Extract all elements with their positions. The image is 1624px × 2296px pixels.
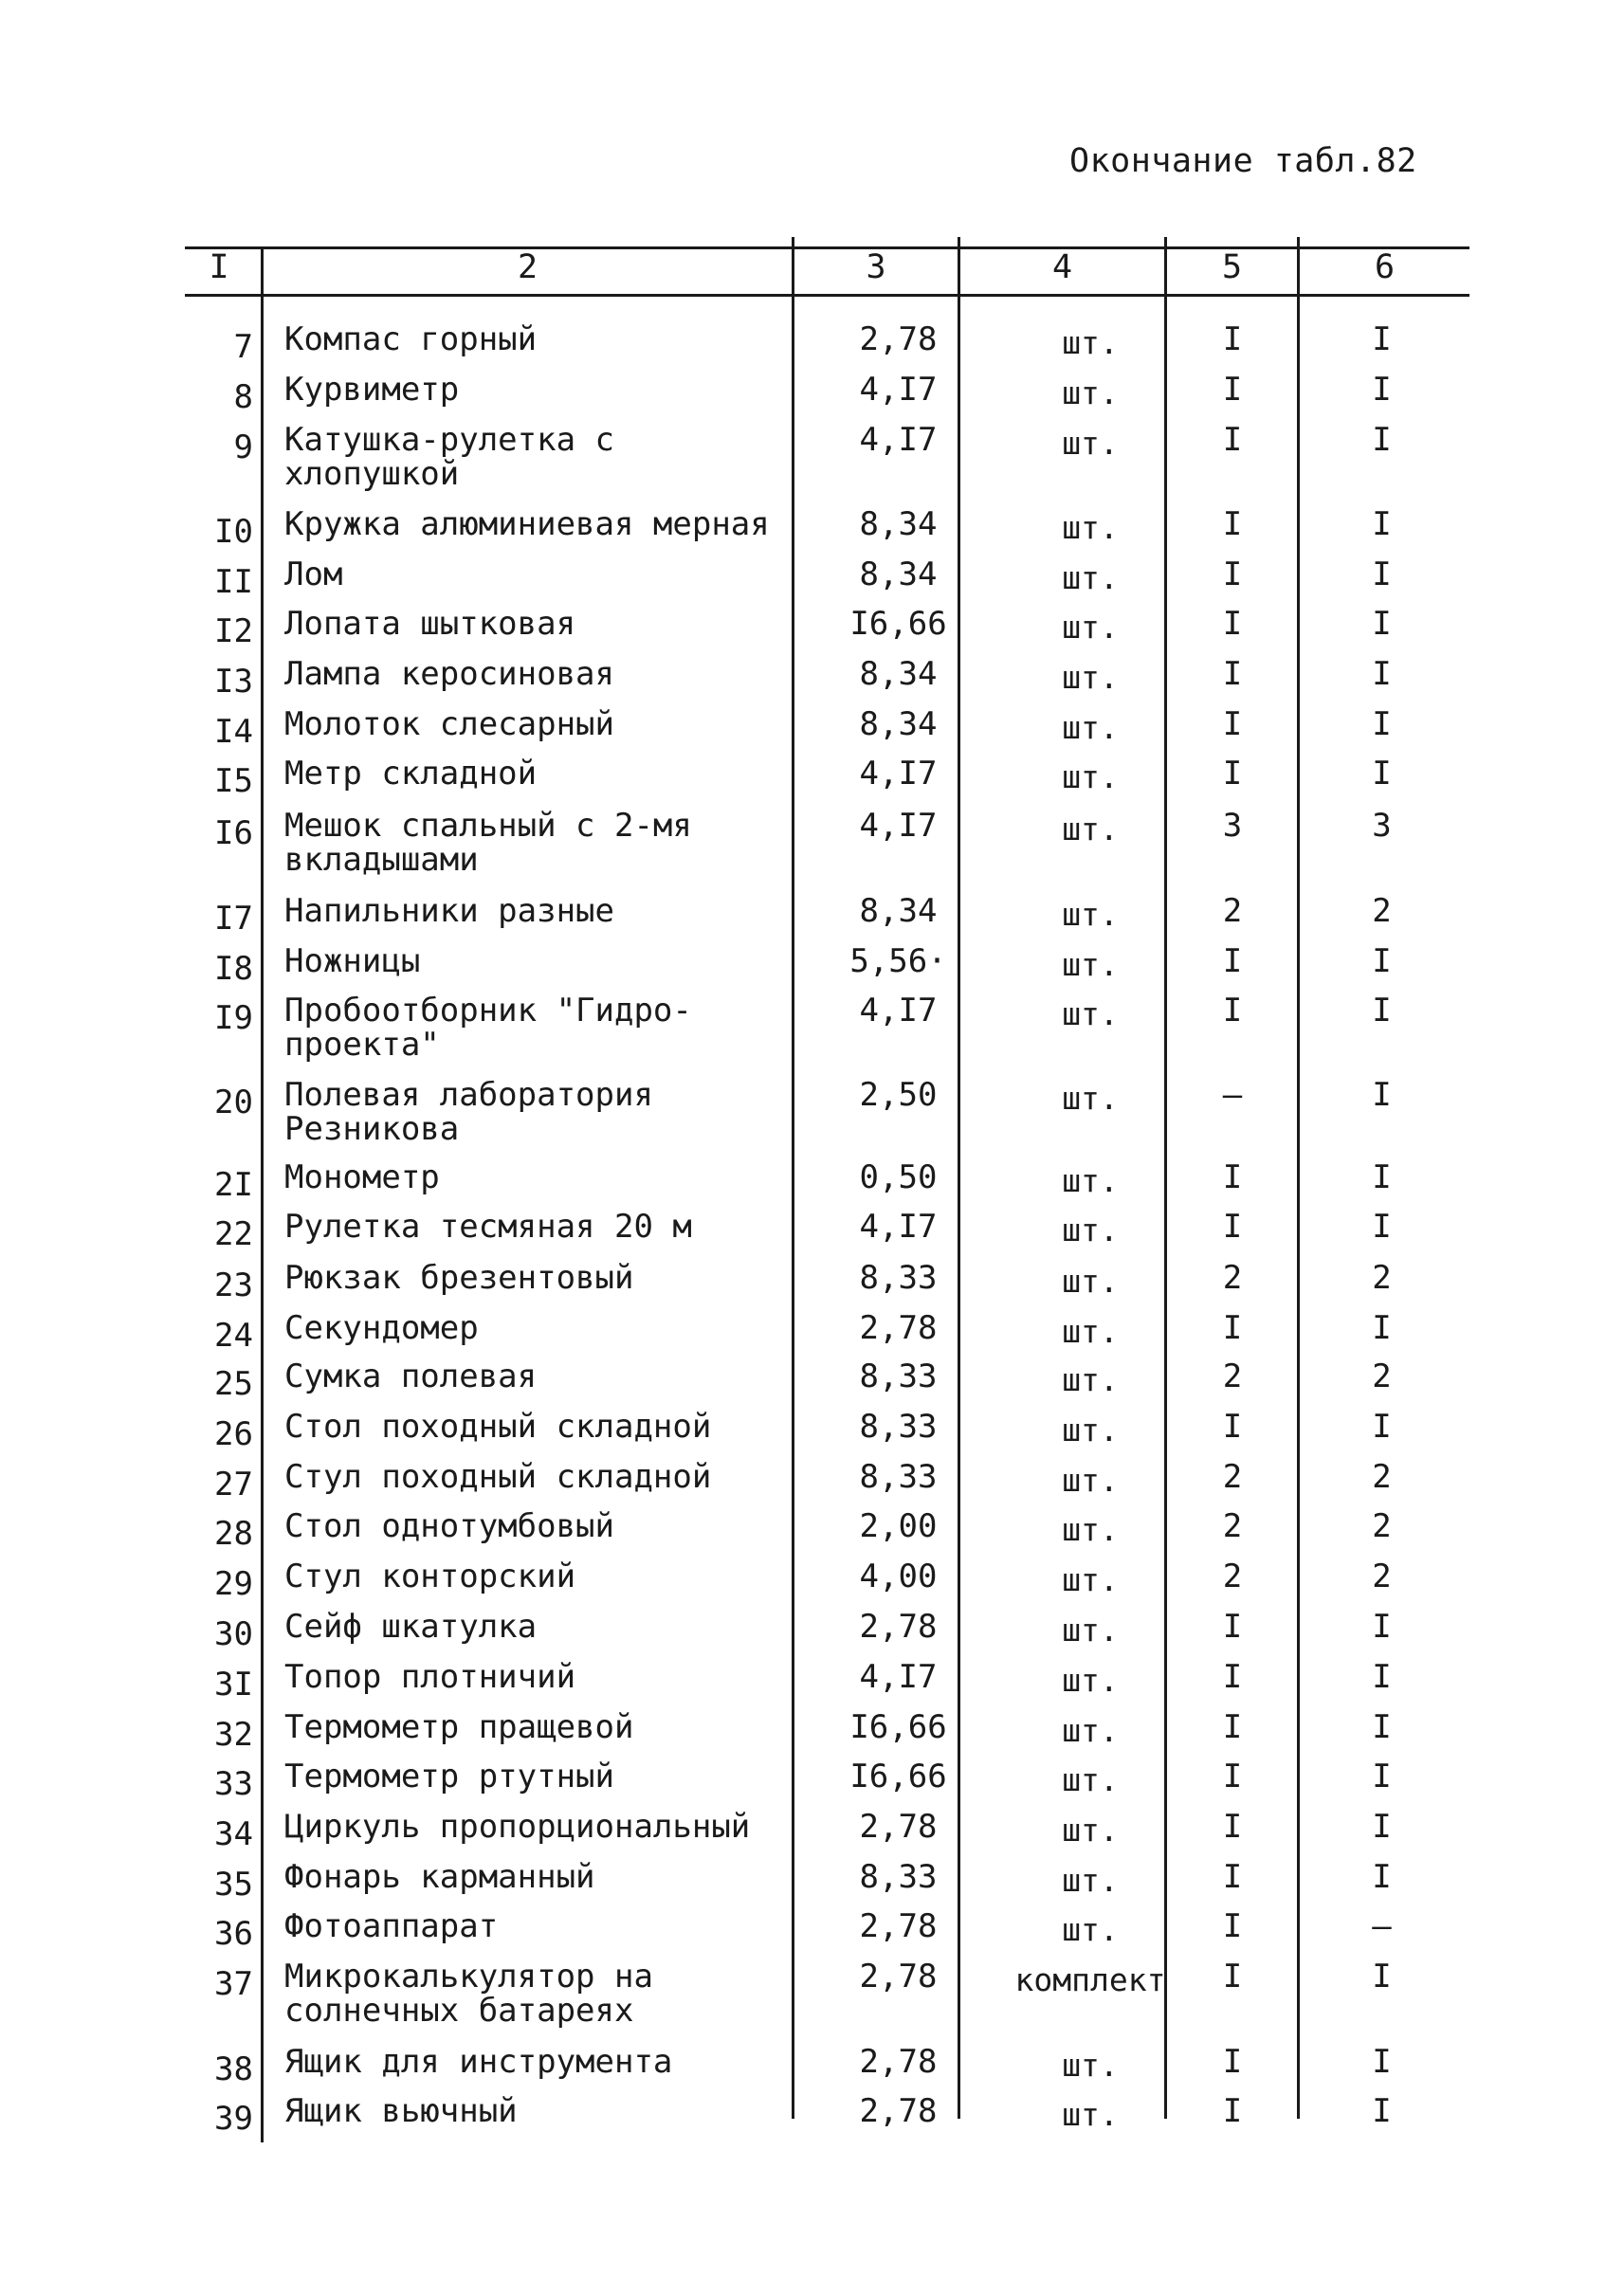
item-unit: шт. [1062, 1862, 1119, 1899]
column-divider [792, 237, 794, 2119]
row-number: II [214, 563, 253, 601]
item-value: 8,33 [859, 1358, 938, 1395]
item-unit: шт. [1062, 1812, 1119, 1849]
item-qty-5: I [1222, 1808, 1243, 1846]
item-name: Компас горный [284, 320, 538, 358]
item-qty-6: I [1372, 1076, 1392, 1114]
item-qty-6: 2 [1372, 1507, 1392, 1545]
item-name: Мешок спальный с 2-мя вкладышами [284, 807, 692, 879]
item-qty-6: 2 [1372, 1259, 1392, 1297]
item-qty-5: I [1222, 755, 1243, 793]
item-unit: шт. [1062, 1662, 1119, 1699]
row-number: 38 [214, 2050, 253, 2088]
item-qty-5: I [1222, 1958, 1243, 1995]
item-qty-5: I [1222, 1658, 1243, 1696]
item-name: Сейф шкатулка [284, 1608, 538, 1646]
row-number: 39 [214, 2100, 253, 2138]
item-qty-6: 2 [1372, 1558, 1392, 1595]
item-name: Напильники разные [284, 892, 614, 930]
item-value: I6,66 [849, 1758, 947, 1795]
item-qty-6: I [1372, 1309, 1392, 1347]
header-col-2: 2 [517, 248, 538, 286]
item-unit: шт. [1062, 1462, 1119, 1499]
item-value: 2,78 [859, 1808, 938, 1846]
row-number: 23 [214, 1266, 253, 1304]
item-name: Ящик вьючный [284, 2092, 518, 2130]
item-unit: шт. [1062, 324, 1119, 361]
item-qty-5: 2 [1222, 1358, 1243, 1395]
item-name: Термометр ртутный [284, 1758, 614, 1795]
item-value: 8,34 [859, 505, 938, 543]
row-number: I3 [214, 663, 253, 701]
row-number: 32 [214, 1716, 253, 1754]
row-number: 3I [214, 1666, 253, 1704]
row-number: 8 [233, 378, 253, 416]
item-qty-5: I [1222, 1758, 1243, 1795]
row-number: 28 [214, 1515, 253, 1553]
row-number: I8 [214, 950, 253, 988]
item-qty-5: 2 [1222, 1558, 1243, 1595]
row-number: I6 [214, 814, 253, 852]
item-qty-6: – [1372, 1907, 1392, 1945]
item-qty-6: I [1372, 421, 1392, 459]
row-number: 29 [214, 1565, 253, 1603]
item-value: 2,78 [859, 1958, 938, 1995]
header-col-6: 6 [1374, 248, 1396, 286]
equipment-table [185, 237, 1469, 2142]
row-number: 34 [214, 1815, 253, 1853]
item-name: Пробоотборник "Гидро- проекта" [284, 992, 692, 1064]
item-qty-6: 2 [1372, 1458, 1392, 1496]
item-qty-6: I [1372, 655, 1392, 693]
row-number: I9 [214, 999, 253, 1037]
item-qty-5: 2 [1222, 892, 1243, 930]
item-unit: шт. [1062, 1361, 1119, 1398]
item-qty-6: I [1372, 942, 1392, 980]
item-unit: шт. [1062, 659, 1119, 696]
row-number: 30 [214, 1615, 253, 1653]
item-qty-5: I [1222, 1858, 1243, 1896]
header-col-1: I [209, 248, 229, 286]
item-qty-5: – [1222, 1076, 1243, 1114]
item-qty-5: I [1222, 1907, 1243, 1945]
item-value: 8,34 [859, 655, 938, 693]
item-value: 2,00 [859, 1507, 938, 1545]
item-qty-6: I [1372, 2092, 1392, 2130]
item-name: Ящик для инструмента [284, 2043, 673, 2081]
item-qty-6: I [1372, 1858, 1392, 1896]
item-name: Фонарь карманный [284, 1858, 595, 1896]
row-number: I4 [214, 713, 253, 751]
item-qty-5: I [1222, 320, 1243, 358]
row-number: 35 [214, 1866, 253, 1904]
item-name: Стол походный складной [284, 1408, 712, 1446]
item-qty-6: I [1372, 371, 1392, 409]
item-name: Секундомер [284, 1309, 479, 1347]
row-number: 26 [214, 1415, 253, 1453]
item-qty-6: I [1372, 705, 1392, 743]
item-qty-5: I [1222, 605, 1243, 643]
item-name: Микрокалькулятор на солнечных батареях [284, 1958, 653, 2030]
item-value: 8,33 [859, 1458, 938, 1496]
item-value: 2,78 [859, 320, 938, 358]
item-qty-6: I [1372, 992, 1392, 1030]
item-value: 4,I7 [859, 755, 938, 793]
item-unit: шт. [1062, 374, 1119, 411]
item-name: Рюкзак брезентовый [284, 1259, 634, 1297]
item-qty-5: I [1222, 992, 1243, 1030]
item-name: Кружка алюминиевая мерная [284, 505, 770, 543]
item-qty-5: 2 [1222, 1259, 1243, 1297]
item-name: Фотоаппарат [284, 1907, 499, 1945]
item-value: 4,I7 [859, 992, 938, 1030]
item-value: 2,78 [859, 1608, 938, 1646]
item-name: Рулетка тесмяная 20 м [284, 1208, 692, 1246]
item-value: 8,33 [859, 1408, 938, 1446]
item-qty-5: 3 [1222, 807, 1243, 845]
item-qty-5: 2 [1222, 1507, 1243, 1545]
row-number: I0 [214, 513, 253, 551]
table-header-rule [185, 294, 1469, 297]
item-qty-5: I [1222, 421, 1243, 459]
item-unit: шт. [1062, 1561, 1119, 1598]
item-unit: шт. [1062, 946, 1119, 983]
item-qty-6: I [1372, 1708, 1392, 1746]
row-number: 33 [214, 1765, 253, 1803]
row-number: 24 [214, 1317, 253, 1355]
item-value: 2,78 [859, 2092, 938, 2130]
item-qty-5: I [1222, 655, 1243, 693]
item-unit: шт. [1062, 1263, 1119, 1300]
item-value: 2,78 [859, 1907, 938, 1945]
item-qty-6: I [1372, 1158, 1392, 1196]
item-qty-6: I [1372, 755, 1392, 793]
item-unit: шт. [1062, 1080, 1119, 1117]
row-number: I7 [214, 900, 253, 938]
row-number: 9 [233, 428, 253, 466]
item-qty-5: I [1222, 1309, 1243, 1347]
item-unit: шт. [1062, 1511, 1119, 1548]
item-name: Термометр пращевой [284, 1708, 634, 1746]
item-qty-6: I [1372, 505, 1392, 543]
item-value: 4,00 [859, 1558, 938, 1595]
item-unit: шт. [1062, 2047, 1119, 2084]
item-value: I6,66 [849, 605, 947, 643]
item-value: 2,50 [859, 1076, 938, 1114]
item-qty-5: I [1222, 1408, 1243, 1446]
row-number: 25 [214, 1365, 253, 1403]
item-value: 4,I7 [859, 807, 938, 845]
item-name: Лопата шытковая [284, 605, 576, 643]
item-qty-6: I [1372, 1608, 1392, 1646]
item-name: Стул походный складной [284, 1458, 712, 1496]
item-qty-6: 2 [1372, 892, 1392, 930]
header-col-5: 5 [1221, 248, 1243, 286]
item-unit: шт. [1062, 425, 1119, 462]
item-qty-6: I [1372, 320, 1392, 358]
table-caption: Окончание табл.82 [1069, 142, 1417, 180]
row-number: 27 [214, 1466, 253, 1503]
item-unit: шт. [1062, 509, 1119, 546]
item-qty-5: I [1222, 505, 1243, 543]
item-qty-5: I [1222, 1158, 1243, 1196]
item-qty-5: I [1222, 705, 1243, 743]
item-qty-6: 2 [1372, 1358, 1392, 1395]
item-value: 4,I7 [859, 371, 938, 409]
header-col-4: 4 [1051, 248, 1073, 286]
item-value: 8,33 [859, 1858, 938, 1896]
item-unit: шт. [1062, 1313, 1119, 1350]
item-value: 4,I7 [859, 421, 938, 459]
item-unit: шт. [1062, 1212, 1119, 1248]
item-qty-6: I [1372, 1808, 1392, 1846]
item-qty-6: I [1372, 1758, 1392, 1795]
item-value: 5,56· [849, 942, 947, 980]
item-value: 2,78 [859, 2043, 938, 2081]
item-unit: шт. [1062, 1612, 1119, 1649]
item-value: 4,I7 [859, 1658, 938, 1696]
row-number: 2I [214, 1166, 253, 1204]
item-unit: шт. [1062, 995, 1119, 1032]
item-qty-6: I [1372, 1208, 1392, 1246]
item-name: Лом [284, 556, 343, 593]
row-number: 36 [214, 1915, 253, 1953]
item-unit: шт. [1062, 709, 1119, 746]
header-col-3: 3 [866, 248, 886, 286]
row-number: 37 [214, 1965, 253, 2003]
item-value: 8,33 [859, 1259, 938, 1297]
item-name: Циркуль пропорциональный [284, 1808, 751, 1846]
item-name: Катушка-рулетка с хлопушкой [284, 421, 614, 493]
item-unit: шт. [1062, 1911, 1119, 1948]
item-value: 4,I7 [859, 1208, 938, 1246]
item-unit: шт. [1062, 609, 1119, 646]
item-name: Сумка полевая [284, 1358, 538, 1395]
item-qty-6: I [1372, 556, 1392, 593]
item-name: Ножницы [284, 942, 421, 980]
item-name: Топор плотничий [284, 1658, 576, 1696]
item-value: 8,34 [859, 892, 938, 930]
item-qty-5: I [1222, 942, 1243, 980]
item-value: I6,66 [849, 1708, 947, 1746]
item-qty-5: I [1222, 371, 1243, 409]
item-qty-6: I [1372, 2043, 1392, 2081]
item-unit: шт. [1062, 896, 1119, 933]
row-number: 7 [233, 328, 253, 366]
row-number: I2 [214, 612, 253, 650]
item-name: Метр складной [284, 755, 538, 793]
item-value: 2,78 [859, 1309, 938, 1347]
item-qty-6: I [1372, 1958, 1392, 1995]
item-qty-5: I [1222, 556, 1243, 593]
item-unit: шт. [1062, 559, 1119, 596]
item-qty-6: I [1372, 1658, 1392, 1696]
item-qty-5: I [1222, 1708, 1243, 1746]
item-unit: шт. [1062, 1761, 1119, 1798]
item-name: Стол однотумбовый [284, 1507, 614, 1545]
item-name: Молоток слесарный [284, 705, 614, 743]
item-name: Полевая лаборатория Резникова [284, 1076, 653, 1148]
item-qty-6: I [1372, 1408, 1392, 1446]
item-unit: комплект [1014, 1961, 1166, 1998]
item-qty-5: I [1222, 2043, 1243, 2081]
item-value: 8,34 [859, 556, 938, 593]
item-qty-5: I [1222, 1208, 1243, 1246]
item-qty-6: I [1372, 605, 1392, 643]
item-qty-5: I [1222, 2092, 1243, 2130]
item-qty-5: 2 [1222, 1458, 1243, 1496]
item-name: Лампа керосиновая [284, 655, 614, 693]
item-unit: шт. [1062, 1412, 1119, 1449]
item-unit: шт. [1062, 2096, 1119, 2133]
column-divider [261, 246, 264, 2142]
row-number: 20 [214, 1084, 253, 1121]
item-value: 8,34 [859, 705, 938, 743]
item-unit: шт. [1062, 1712, 1119, 1749]
row-number: I5 [214, 762, 253, 800]
item-value: 0,50 [859, 1158, 938, 1196]
item-name: Курвиметр [284, 371, 460, 409]
row-number: 22 [214, 1215, 253, 1253]
item-qty-6: 3 [1372, 807, 1392, 845]
item-unit: шт. [1062, 1162, 1119, 1199]
item-name: Монометр [284, 1158, 440, 1196]
item-qty-5: I [1222, 1608, 1243, 1646]
item-unit: шт. [1062, 758, 1119, 795]
item-unit: шт. [1062, 811, 1119, 847]
item-name: Стул конторский [284, 1558, 576, 1595]
